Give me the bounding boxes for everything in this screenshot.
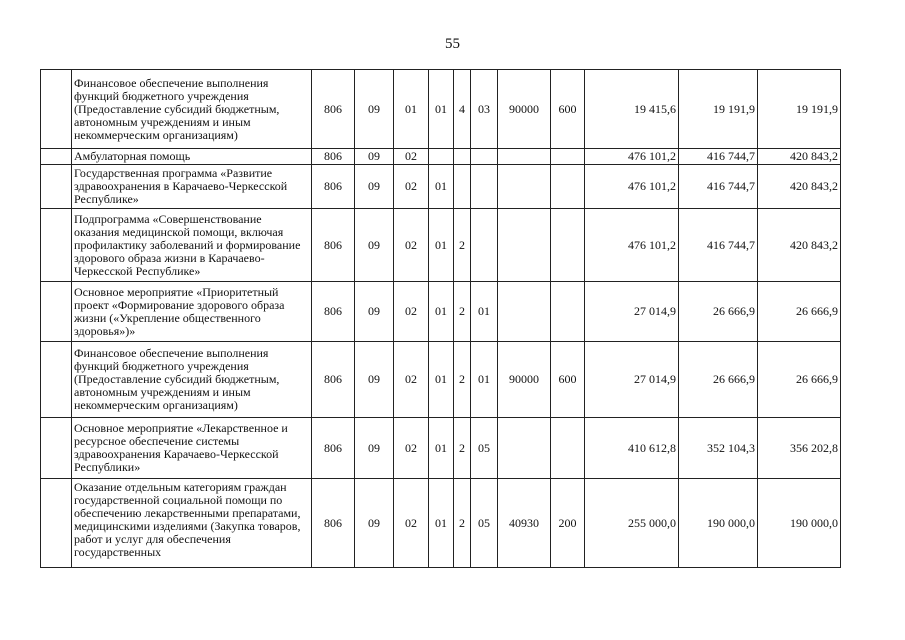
program-code: 01 <box>429 165 454 209</box>
table-row <box>41 209 841 282</box>
amount-year-3: 26 666,9 <box>758 342 841 418</box>
amount-year-1: 476 101,2 <box>585 209 679 282</box>
direction-code <box>498 165 551 209</box>
section-code: 09 <box>355 70 394 149</box>
direction-code: 40930 <box>498 479 551 568</box>
program-code: 01 <box>429 342 454 418</box>
direction-code <box>498 418 551 479</box>
row-name: Финансовое обеспечение выполнения функций бюджетного учреждения (Предоставление субсидий бюджетным, автономным учреждениям и иным некоммерческим организациям) <box>72 70 312 149</box>
subsection-code: 02 <box>394 418 429 479</box>
ved-code: 806 <box>312 342 355 418</box>
activity-code: 01 <box>471 282 498 342</box>
amount-year-2: 19 191,9 <box>679 70 758 149</box>
subsection-code: 02 <box>394 149 429 165</box>
section-code: 09 <box>355 479 394 568</box>
ved-code: 806 <box>312 418 355 479</box>
amount-year-2: 190 000,0 <box>679 479 758 568</box>
activity-code: 03 <box>471 70 498 149</box>
program-code: 01 <box>429 418 454 479</box>
blank-cell <box>41 418 72 479</box>
table-row <box>41 165 841 209</box>
expense-type-code <box>551 165 585 209</box>
program-code: 01 <box>429 209 454 282</box>
amount-year-1: 19 415,6 <box>585 70 679 149</box>
blank-cell <box>41 149 72 165</box>
subprogram-code: 2 <box>454 418 471 479</box>
subsection-code: 02 <box>394 342 429 418</box>
subsection-code: 01 <box>394 70 429 149</box>
direction-code <box>498 149 551 165</box>
row-name: Основное мероприятие «Приоритетный проект «Формирование здорового образа жизни («Укрепление общественного здоровья»)» <box>72 282 312 342</box>
program-code: 01 <box>429 282 454 342</box>
row-name: Основное мероприятие «Лекарственное и ресурсное обеспечение системы здравоохранения Карачаево-Черкесской Республики» <box>72 418 312 479</box>
amount-year-3: 190 000,0 <box>758 479 841 568</box>
activity-code: 01 <box>471 342 498 418</box>
table-row <box>41 479 841 568</box>
section-code: 09 <box>355 418 394 479</box>
expense-type-code <box>551 209 585 282</box>
table-row <box>41 342 841 418</box>
blank-cell <box>41 165 72 209</box>
subsection-code: 02 <box>394 165 429 209</box>
activity-code <box>471 149 498 165</box>
direction-code <box>498 282 551 342</box>
section-code: 09 <box>355 165 394 209</box>
expense-type-code <box>551 418 585 479</box>
amount-year-2: 416 744,7 <box>679 149 758 165</box>
amount-year-3: 19 191,9 <box>758 70 841 149</box>
table-row <box>41 282 841 342</box>
amount-year-1: 255 000,0 <box>585 479 679 568</box>
ved-code: 806 <box>312 479 355 568</box>
row-name: Амбулаторная помощь <box>72 149 312 165</box>
activity-code <box>471 165 498 209</box>
program-code: 01 <box>429 70 454 149</box>
activity-code <box>471 209 498 282</box>
section-code: 09 <box>355 209 394 282</box>
subprogram-code: 2 <box>454 209 471 282</box>
amount-year-2: 26 666,9 <box>679 282 758 342</box>
page-number: 55 <box>445 36 460 52</box>
subprogram-code: 2 <box>454 282 471 342</box>
section-code: 09 <box>355 342 394 418</box>
direction-code: 90000 <box>498 342 551 418</box>
amount-year-1: 476 101,2 <box>585 149 679 165</box>
ved-code: 806 <box>312 70 355 149</box>
subprogram-code <box>454 165 471 209</box>
budget-table <box>40 69 841 568</box>
expense-type-code: 600 <box>551 342 585 418</box>
subsection-code: 02 <box>394 209 429 282</box>
amount-year-3: 420 843,2 <box>758 149 841 165</box>
row-name: Подпрограмма «Совершенствование оказания медицинской помощи, включая профилактику заболеваний и формирование здорового образа жизни в Карачаево-Черкесской Республике» <box>72 209 312 282</box>
amount-year-1: 476 101,2 <box>585 165 679 209</box>
subprogram-code: 4 <box>454 70 471 149</box>
ved-code: 806 <box>312 282 355 342</box>
activity-code: 05 <box>471 418 498 479</box>
expense-type-code <box>551 282 585 342</box>
activity-code: 05 <box>471 479 498 568</box>
subprogram-code <box>454 149 471 165</box>
table-row <box>41 70 841 149</box>
amount-year-1: 27 014,9 <box>585 282 679 342</box>
table-row <box>41 418 841 479</box>
blank-cell <box>41 479 72 568</box>
expense-type-code <box>551 149 585 165</box>
subsection-code: 02 <box>394 282 429 342</box>
blank-cell <box>41 342 72 418</box>
ved-code: 806 <box>312 165 355 209</box>
row-name: Финансовое обеспечение выполнения функций бюджетного учреждения (Предоставление субсидий бюджетным, автономным учреждениям и иным некоммерческим организациям) <box>72 342 312 418</box>
row-name <box>72 479 312 568</box>
amount-year-2: 416 744,7 <box>679 209 758 282</box>
subprogram-code: 2 <box>454 479 471 568</box>
subsection-code: 02 <box>394 479 429 568</box>
expense-type-code: 200 <box>551 479 585 568</box>
blank-cell <box>41 282 72 342</box>
row-name: Государственная программа «Развитие здравоохранения в Карачаево-Черкесской Республике» <box>72 165 312 209</box>
amount-year-1: 410 612,8 <box>585 418 679 479</box>
section-code: 09 <box>355 149 394 165</box>
program-code <box>429 149 454 165</box>
amount-year-3: 26 666,9 <box>758 282 841 342</box>
amount-year-2: 26 666,9 <box>679 342 758 418</box>
amount-year-2: 352 104,3 <box>679 418 758 479</box>
ved-code: 806 <box>312 149 355 165</box>
amount-year-3: 356 202,8 <box>758 418 841 479</box>
subprogram-code: 2 <box>454 342 471 418</box>
amount-year-2: 416 744,7 <box>679 165 758 209</box>
ved-code: 806 <box>312 209 355 282</box>
blank-cell <box>41 209 72 282</box>
direction-code: 90000 <box>498 70 551 149</box>
program-code: 01 <box>429 479 454 568</box>
amount-year-3: 420 843,2 <box>758 209 841 282</box>
amount-year-3: 420 843,2 <box>758 165 841 209</box>
direction-code <box>498 209 551 282</box>
expense-type-code: 600 <box>551 70 585 149</box>
blank-cell <box>41 70 72 149</box>
amount-year-1: 27 014,9 <box>585 342 679 418</box>
row-name-text: Оказание отдельным категориям граждан государственной социальной помощи по обеспечению лекарственными препаратами, медицинскими изделиями (Закупка товаров, работ и услуг для обеспечения государственных <box>74 481 301 559</box>
table-row <box>41 149 841 165</box>
section-code: 09 <box>355 282 394 342</box>
